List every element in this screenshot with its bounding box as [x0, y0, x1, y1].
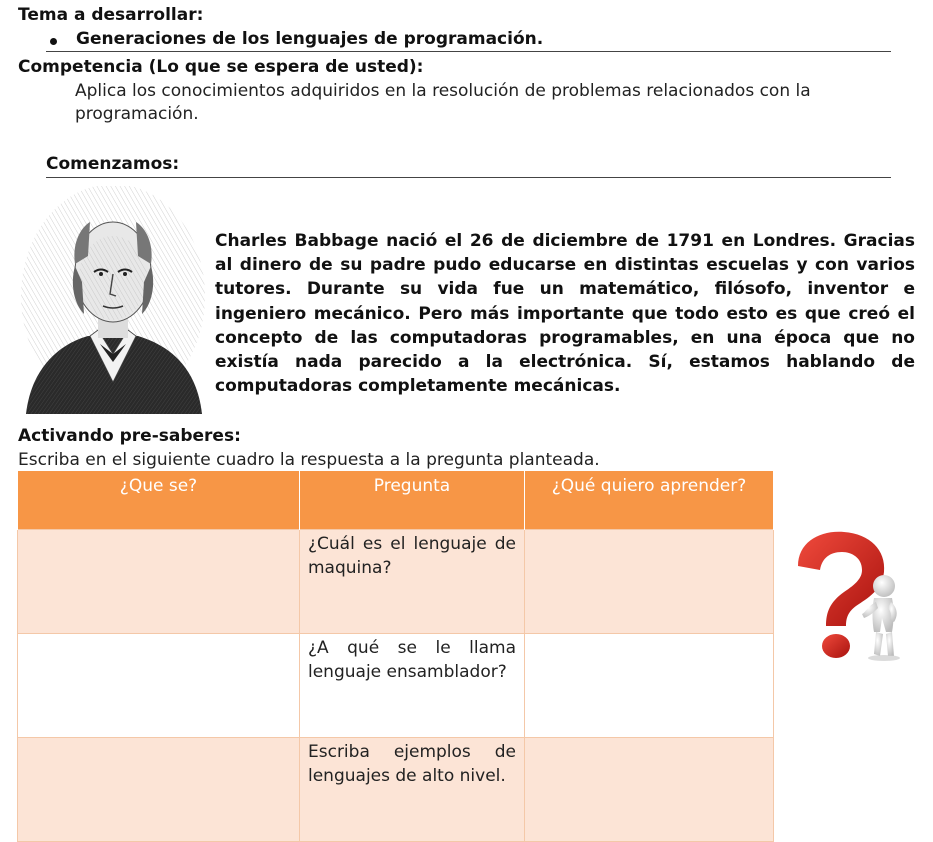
header-que-quiero-aprender: ¿Qué quiero aprender? [525, 471, 774, 530]
topic-bullet [46, 29, 891, 52]
competence-text: Aplica los conocimientos adquiridos en la resolución de problemas relacionados con la programación. [75, 81, 811, 124]
answer-quiero-cell[interactable] [525, 530, 774, 634]
question-cell: Escriba ejemplos de lenguajes de alto nivel. [300, 738, 525, 842]
table-header-row [18, 471, 774, 530]
start-heading: Comenzamos: [46, 154, 891, 178]
question-cell: ¿Cuál es el lenguaje de maquina? [300, 530, 525, 634]
answer-que-se-cell[interactable] [18, 530, 300, 634]
pre-knowledge-table [17, 471, 774, 842]
babbage-biography: Charles Babbage nació el 26 de diciembre de 1791 en Londres. Gracias al dinero de su padre pudo educarse en distintas escuelas y con varios tutores. Durante su vida fue un matemático, filósofo, inventor e ingeniero mecánico. Pero más importante que todo esto es que creó el concepto de las computadoras programables, en una época que no existía nada parecido a la electrónica. Sí, estamos hablando de computadoras completamente mecánicas. [215, 231, 915, 397]
question-cell: ¿A qué se le llama lenguaje ensamblador? [300, 634, 525, 738]
answer-quiero-cell[interactable] [525, 738, 774, 842]
answer-quiero-cell[interactable] [525, 634, 774, 738]
topic-bullet-text: Generaciones de los lenguajes de programación. [76, 29, 544, 49]
babbage-portrait [18, 186, 208, 414]
table-row [18, 530, 774, 634]
activation-instruction: Escriba en el siguiente cuadro la respuesta a la pregunta planteada. [18, 450, 600, 470]
answer-que-se-cell[interactable] [18, 634, 300, 738]
activation-label: Activando pre-saberes: [18, 426, 241, 446]
answer-que-se-cell[interactable] [18, 738, 300, 842]
header-que-se: ¿Que se? [18, 471, 300, 530]
header-pregunta: Pregunta [300, 471, 525, 530]
topic-label: Tema a desarrollar: [18, 5, 204, 25]
table-row [18, 634, 774, 738]
table-row [18, 738, 774, 842]
bullet-icon [50, 38, 57, 45]
question-mark-figure-icon [790, 528, 910, 662]
competence-label: Competencia (Lo que se espera de usted): [18, 57, 424, 77]
